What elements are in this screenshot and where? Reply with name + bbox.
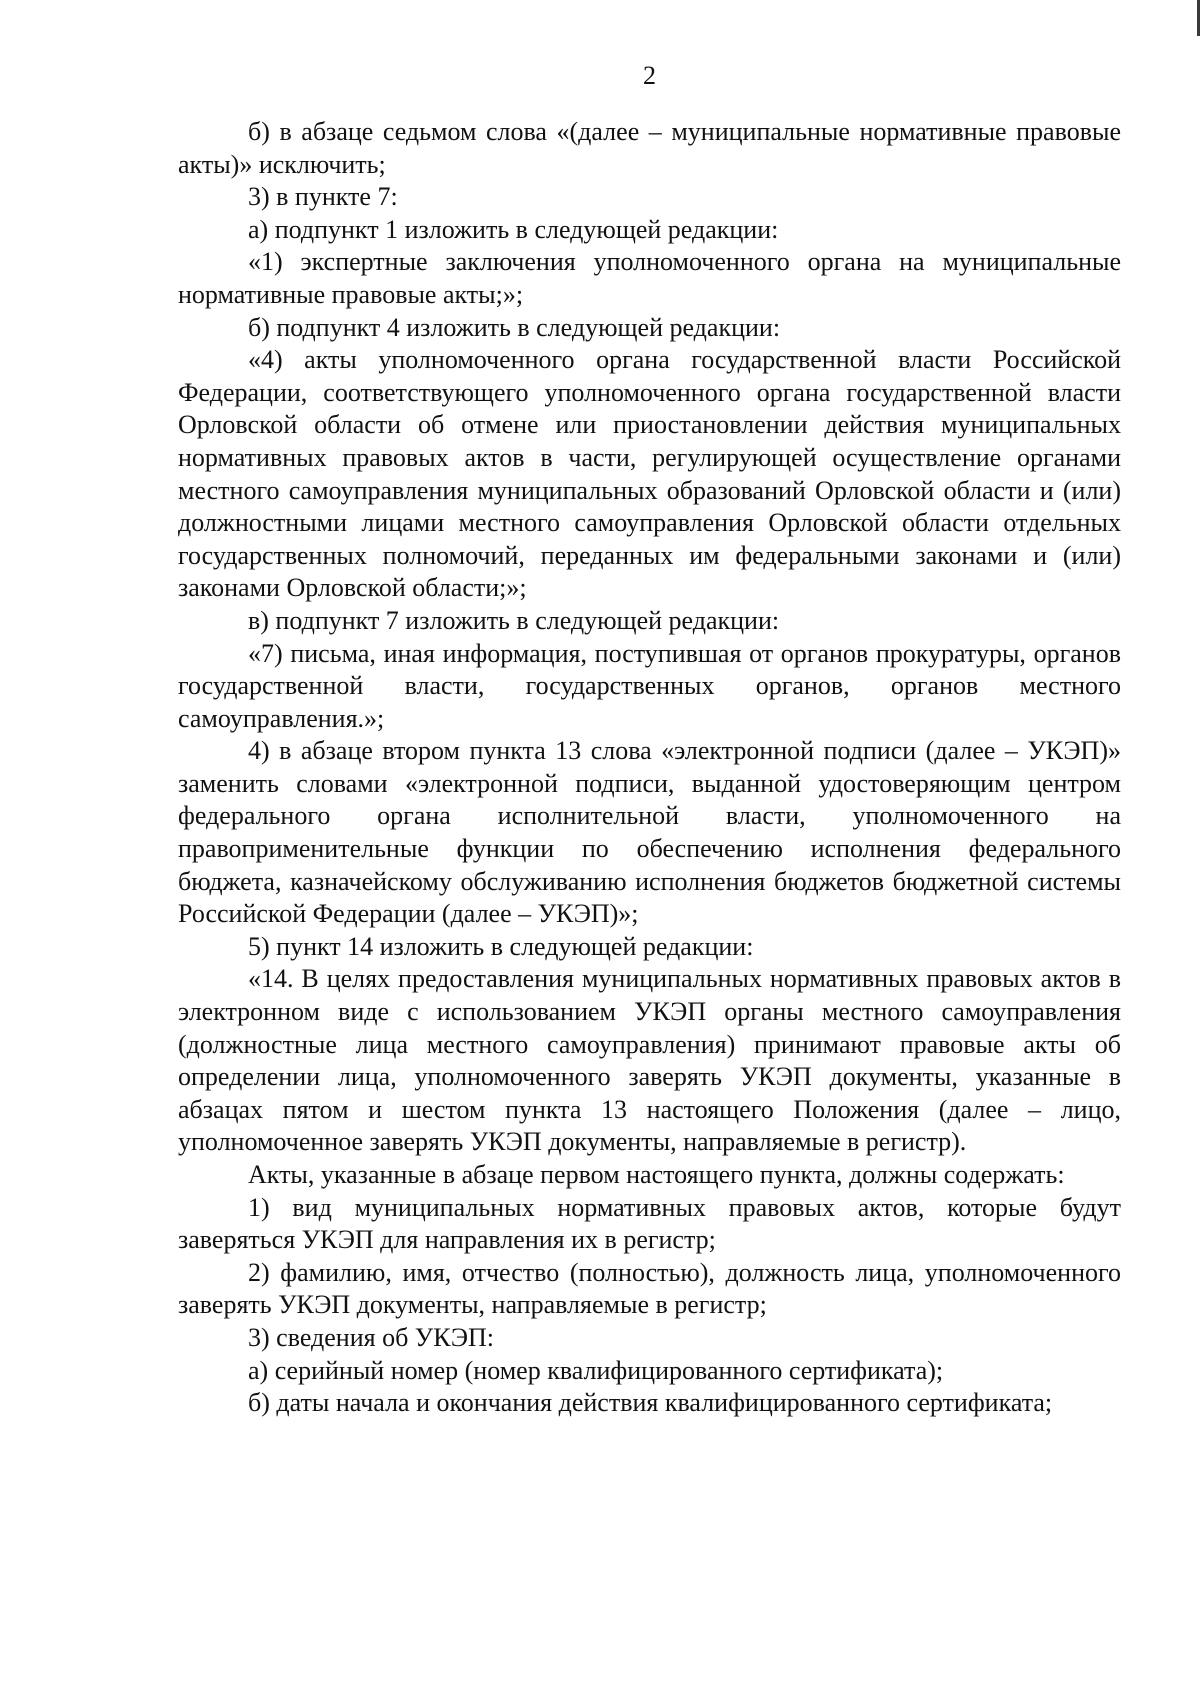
paragraph: б) подпункт 4 изложить в следующей редакции: [248,312,781,342]
paragraph: б) даты начала и окончания действия квалифицированного сертификата; [248,1388,1053,1418]
paragraph: 2) фамилию, имя, отчество (полностью), должность лица, уполномоченного заверять УКЭП документы, направляемые в регистр; [178,1257,1121,1320]
paragraph: Акты, указанные в абзаце первом настоящего пункта, должны содержать: [248,1160,1065,1189]
paragraph: а) подпункт 1 изложить в следующей редакции: [248,214,779,244]
paragraph: 3) в пункте 7: [248,182,398,212]
paragraph: 4) в абзаце втором пункта 13 слова «электронной подписи (далее – УКЭП)» заменить словами «электронной подписи, выданной удостоверяющим центром федерального органа исполнительной власти, уполномоченного на правоприменительные функции по обеспечению исполнения федерального бюджета, казначейскому обслуживанию исполнения бюджетов бюджетной системы Российской Федерации (далее – УКЭП)»; [178,736,1121,929]
page-number: 2 [643,61,656,90]
paragraph: а) серийный номер (номер квалифицированного сертификата); [248,1355,944,1385]
paragraph: 5) пункт 14 изложить в следующей редакции: [248,931,754,961]
paragraph: «14. В целях предоставления муниципальных нормативных правовых актов в электронном виде с использованием УКЭП органы местного самоуправления (должностные лица местного самоуправления) принимают правовые акты об определении лица, уполномоченного заверять УКЭП документы, указанные в абзацах пятом и шестом пункта 13 настоящего Положения (далее – лицо, уполномоченное заверять УКЭП документы, направляемые в регистр). [178,964,1121,1157]
paragraph: 1) вид муниципальных нормативных правовых актов, которые будут заверяться УКЭП для направления их в регистр; [178,1192,1121,1255]
paragraph: в) подпункт 7 изложить в следующей редакции: [248,605,780,635]
paragraph: «1) экспертные заключения уполномоченного органа на муниципальные нормативные правовые акты;»; [178,247,1121,309]
paragraph: б) в абзаце седьмом слова «(далее – муниципальные нормативные правовые акты)» исключить; [178,117,1121,179]
paragraph: «4) акты уполномоченного органа государственной власти Российской Федерации, соответствующего уполномоченного органа государственной власти Орловской области об отмене или приостановлении действия муниципальных нормативных правовых актов в части, регулирующей осуществление органами местного самоуправления муниципальных образований Орловской области и (или) должностными лицами местного самоуправления Орловской области отдельных государственных полномочий, переданных им федеральными законами и (или) законами Орловской области;»; [178,345,1121,603]
paragraph: 3) сведения об УКЭП: [248,1322,495,1352]
paragraph: «7) письма, иная информация, поступившая от органов прокуратуры, органов государственной власти, государственных органов, органов местного самоуправления.»; [178,638,1121,733]
document-page [178,60,1121,1420]
